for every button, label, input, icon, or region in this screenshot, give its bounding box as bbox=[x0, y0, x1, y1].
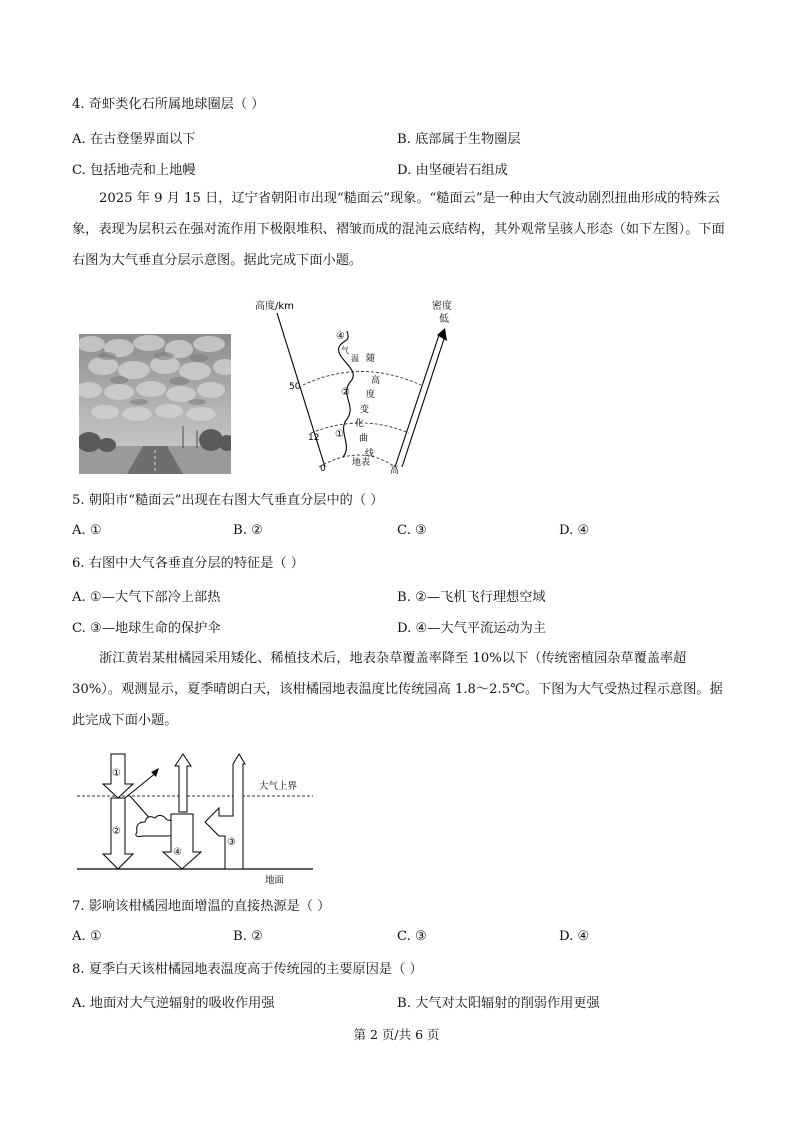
curve-text-6: 变 bbox=[360, 405, 370, 415]
arrow-4-label: ④ bbox=[173, 847, 182, 858]
arrow-up-escape bbox=[175, 754, 191, 812]
atmosphere-layers-diagram bbox=[255, 295, 480, 475]
tick-12: 12 bbox=[308, 433, 320, 443]
density-arrow-line-2 bbox=[402, 339, 444, 467]
curve-text-7: 化 bbox=[355, 419, 365, 429]
q6-stem: 6. 右图中大气各垂直分层的特征是（ ） bbox=[72, 556, 304, 571]
density-label: 密度 bbox=[432, 301, 452, 312]
y-axis-label: 高度/km bbox=[255, 301, 294, 312]
q7-option-b: B. ② bbox=[233, 929, 263, 944]
q7-stem: 7. 影响该柑橘园地面增温的直接热源是（ ） bbox=[72, 899, 331, 914]
curve-text-1: 气 bbox=[341, 346, 349, 355]
cloud-icon bbox=[136, 815, 174, 836]
cloud-photo bbox=[79, 334, 231, 474]
ground-label: 地表 bbox=[352, 458, 371, 468]
arrow-3-label: ③ bbox=[227, 837, 236, 848]
ground-label: 地面 bbox=[265, 875, 285, 886]
q6-option-c: C. ③—地球生命的保护伞 bbox=[72, 621, 221, 636]
curve-text-4: 高 bbox=[371, 376, 381, 386]
q7-option-a: A. ① bbox=[72, 929, 102, 944]
q5-option-a: A. ① bbox=[72, 523, 102, 538]
arrow-1-label: ① bbox=[112, 768, 121, 779]
curve-text-5: 度 bbox=[366, 390, 376, 400]
q5-option-c: C. ③ bbox=[397, 523, 427, 538]
q4-option-a: A. 在古登堡界面以下 bbox=[72, 132, 196, 147]
layer-4-label: ④ bbox=[336, 331, 345, 342]
atmosphere-top-label: 大气上界 bbox=[259, 781, 298, 792]
tick-0: 0 bbox=[320, 464, 326, 474]
y-axis bbox=[277, 313, 325, 467]
arrow-2-label: ② bbox=[112, 826, 121, 837]
page-footer: 第 2 页/共 6 页 bbox=[353, 1027, 440, 1042]
density-low-label: 低 bbox=[439, 314, 449, 325]
passage-1: 2025 年 9 月 15 日，辽宁省朝阳市出现“糙面云”现象。“糙面云”是一种由大气波动剧烈扭曲形成的特殊云象，表现为层积云在强对流作用下极限堆积、褶皱而成的混沌云底结构，其外观常呈骇人形态（如下左图）。下面右图为大气垂直分层示意图。据此完成下面小题。 bbox=[72, 191, 725, 268]
q5-option-d: D. ④ bbox=[559, 523, 590, 538]
q6-option-a: A. ①—大气下部冷上部热 bbox=[72, 590, 221, 605]
density-arrow-line-1 bbox=[395, 335, 439, 467]
curve-text-3: 随 bbox=[366, 354, 376, 364]
q4-option-d: D. 由坚硬岩石组成 bbox=[397, 163, 508, 178]
boundary-50km bbox=[303, 372, 421, 386]
q7-option-d: D. ④ bbox=[559, 929, 590, 944]
tick-50: 50 bbox=[289, 382, 301, 392]
density-arrow-head bbox=[437, 328, 447, 341]
curve-text-9: 线 bbox=[365, 449, 375, 459]
q4-stem: 4. 奇虾类化石所属地球圈层（ ） bbox=[72, 97, 265, 112]
q8-option-a: A. 地面对大气逆辐射的吸收作用强 bbox=[72, 996, 275, 1011]
atmospheric-heating-diagram bbox=[75, 752, 320, 887]
q6-option-d: D. ④—大气平流运动为主 bbox=[397, 621, 546, 636]
density-high-label: 高 bbox=[390, 466, 400, 475]
q8-stem: 8. 夏季白天该柑橘园地表温度高于传统园的主要原因是（ ） bbox=[72, 962, 423, 977]
q5-option-b: B. ② bbox=[233, 523, 263, 538]
q5-stem: 5. 朝阳市“糙面云”出现在右图大气垂直分层中的（ ） bbox=[72, 493, 384, 508]
q6-option-b: B. ②—飞机飞行理想空域 bbox=[397, 590, 546, 605]
q7-option-c: C. ③ bbox=[397, 929, 427, 944]
layer-2-label: ② bbox=[341, 387, 350, 398]
q4-option-b: B. 底部属于生物圈层 bbox=[397, 132, 521, 147]
arrow-3-ground-longwave-radiation bbox=[205, 754, 245, 869]
curve-text-2: 温 bbox=[351, 354, 359, 363]
layer-1-label: ① bbox=[335, 429, 344, 440]
curve-text-8: 曲 bbox=[359, 434, 369, 444]
q4-option-c: C. 包括地壳和上地幔 bbox=[72, 163, 196, 178]
passage-2: 浙江黄岩某柑橘园采用矮化、稀植技术后，地表杂草覆盖率降至 10%以下（传统密植园杂草覆盖率超 30%）。观测显示，夏季晴朗白天，该柑橘园地表温度比传统园高 1.8～2.5℃。下图为大气受热过程示意图。据此完成下面小题。 bbox=[72, 651, 723, 728]
q8-option-b: B. 大气对太阳辐射的削弱作用更强 bbox=[397, 996, 600, 1011]
